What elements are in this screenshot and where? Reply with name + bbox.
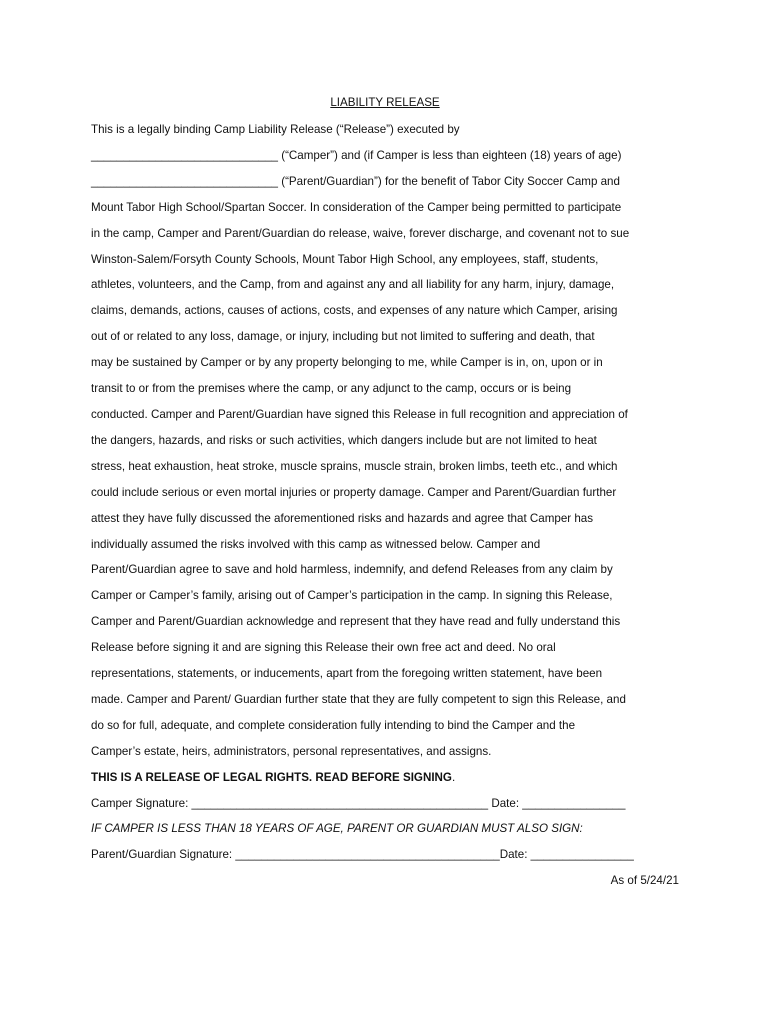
document-body xyxy=(91,93,691,894)
legal-rights-warning xyxy=(91,765,691,791)
paragraph-line: made. Camper and Parent/ Guardian further state that they are fully competent to sign this Release, and xyxy=(91,692,626,706)
paragraph-line: representations, statements, or inducements, apart from the foregoing written statement, have been xyxy=(91,667,603,681)
paragraph-line: individually assumed the risks involved with this camp as witnessed below. Camper and xyxy=(91,537,541,551)
parent-signature-line: Parent/Guardian Signature: _________________________________________Date: ________________ xyxy=(91,848,634,862)
release-paragraph xyxy=(91,117,691,765)
paragraph-line: Winston-Salem/Forsyth County Schools, Mount Tabor High School, any employees, staff, students, xyxy=(91,252,599,266)
paragraph-line: Parent/Guardian agree to save and hold harmless, indemnify, and defend Releases from any claim by xyxy=(91,563,613,577)
revision-date: As of 5/24/21 xyxy=(610,874,679,888)
warning-period: . xyxy=(451,770,456,784)
paragraph-line: do so for full, adequate, and complete consideration fully intending to bind the Camper and the xyxy=(91,718,576,732)
camper-signature-line: Camper Signature: ______________________________________________ Date: ________________ xyxy=(91,796,626,810)
paragraph-line: Mount Tabor High School/Spartan Soccer. In consideration of the Camper being permitted to participate xyxy=(91,200,622,214)
paragraph-line: conducted. Camper and Parent/Guardian have signed this Release in full recognition and appreciation of xyxy=(91,407,628,421)
paragraph-line: Release before signing it and are signing this Release their own free act and deed. No oral xyxy=(91,641,556,655)
paragraph-line: This is a legally binding Camp Liability Release (“Release”) executed by xyxy=(91,123,460,136)
paragraph-line: stress, heat exhaustion, heat stroke, muscle sprains, muscle strain, broken limbs, teeth etc., and which xyxy=(91,459,618,473)
paragraph-line: claims, demands, actions, causes of actions, costs, and expenses of any nature which Camper, arising xyxy=(91,304,618,318)
paragraph-line: athletes, volunteers, and the Camp, from and against any and all liability for any harm, injury, damage, xyxy=(91,278,615,292)
paragraph-line: attest they have fully discussed the aforementioned risks and hazards and agree that Camper has xyxy=(91,511,594,525)
paragraph-line: Camper or Camper’s family, arising out of Camper’s participation in the camp. In signing this Release, xyxy=(91,589,613,603)
paragraph-line: _____________________________ (“Camper”) and (if Camper is less than eighteen (18) years of age) xyxy=(91,148,622,162)
paragraph-line: out of or related to any loss, damage, or injury, including but not limited to suffering and death, that xyxy=(91,330,595,344)
paragraph-line: transit to or from the premises where the camp, or any adjunct to the camp, occurs or is being xyxy=(91,382,572,396)
paragraph-line: may be sustained by Camper or by any property belonging to me, while Camper is in, on, upon or in xyxy=(91,356,603,370)
paragraph-line: _____________________________ (“Parent/Guardian”) for the benefit of Tabor City Soccer Camp and xyxy=(91,174,620,188)
minor-notice: IF CAMPER IS LESS THAN 18 YEARS OF AGE, PARENT OR GUARDIAN MUST ALSO SIGN: xyxy=(91,822,583,836)
paragraph-line: Camper and Parent/Guardian acknowledge and represent that they have read and fully understand this xyxy=(91,615,621,629)
paragraph-line: in the camp, Camper and Parent/Guardian do release, waive, forever discharge, and covenant not to sue xyxy=(91,226,630,240)
paragraph-line: the dangers, hazards, and risks or such activities, which dangers include but are not limited to heat xyxy=(91,433,597,447)
paragraph-line: Camper’s estate, heirs, administrators, personal representatives, and assigns. xyxy=(91,744,492,758)
paragraph-line: could include serious or even mortal injuries or property damage. Camper and Parent/Guardian further xyxy=(91,485,617,499)
warning-text: THIS IS A RELEASE OF LEGAL RIGHTS. READ BEFORE SIGNING xyxy=(91,770,452,784)
document-title: LIABILITY RELEASE xyxy=(330,96,440,109)
